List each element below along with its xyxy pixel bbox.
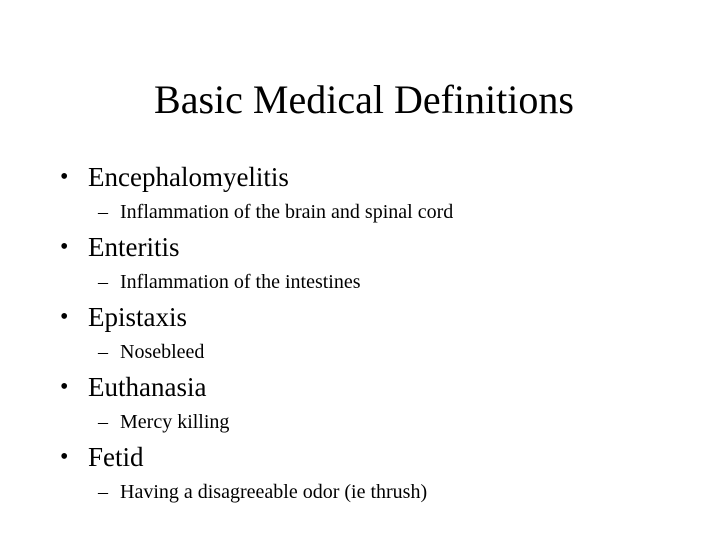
list-item [60, 230, 710, 300]
definition: Inflammation of the intestines [120, 271, 361, 293]
dash-icon: – [98, 411, 108, 433]
list-item [60, 300, 710, 370]
bullet-icon: • [60, 234, 69, 260]
term-row [60, 300, 710, 335]
term-row [60, 160, 710, 195]
definition-row [60, 405, 710, 440]
dash-icon: – [98, 271, 108, 293]
bullet-icon: • [60, 304, 69, 330]
dash-icon: – [98, 481, 108, 503]
term: Fetid [88, 442, 144, 472]
bullet-icon: • [60, 164, 69, 190]
list-item [60, 370, 710, 440]
term: Enteritis [88, 232, 180, 262]
bullet-icon: • [60, 374, 69, 400]
definition-row [60, 195, 710, 230]
dash-icon: – [98, 341, 108, 363]
term-row [60, 370, 710, 405]
slide-title: Basic Medical Definitions [154, 77, 574, 122]
definition-list [60, 160, 710, 510]
dash-icon: – [98, 201, 108, 223]
list-item [60, 440, 710, 510]
definition: Having a disagreeable odor (ie thrush) [120, 481, 428, 503]
definition-row [60, 265, 710, 300]
term: Euthanasia [88, 372, 207, 402]
definition-row [60, 335, 710, 370]
bullet-icon: • [60, 444, 69, 470]
term: Encephalomyelitis [88, 162, 289, 192]
definition-row [60, 475, 710, 510]
definition: Nosebleed [120, 341, 205, 363]
list-item [60, 160, 710, 230]
definition: Inflammation of the brain and spinal cord [120, 201, 454, 223]
term-row [60, 230, 710, 265]
definition: Mercy killing [120, 411, 230, 433]
term: Epistaxis [88, 302, 187, 332]
term-row [60, 440, 710, 475]
